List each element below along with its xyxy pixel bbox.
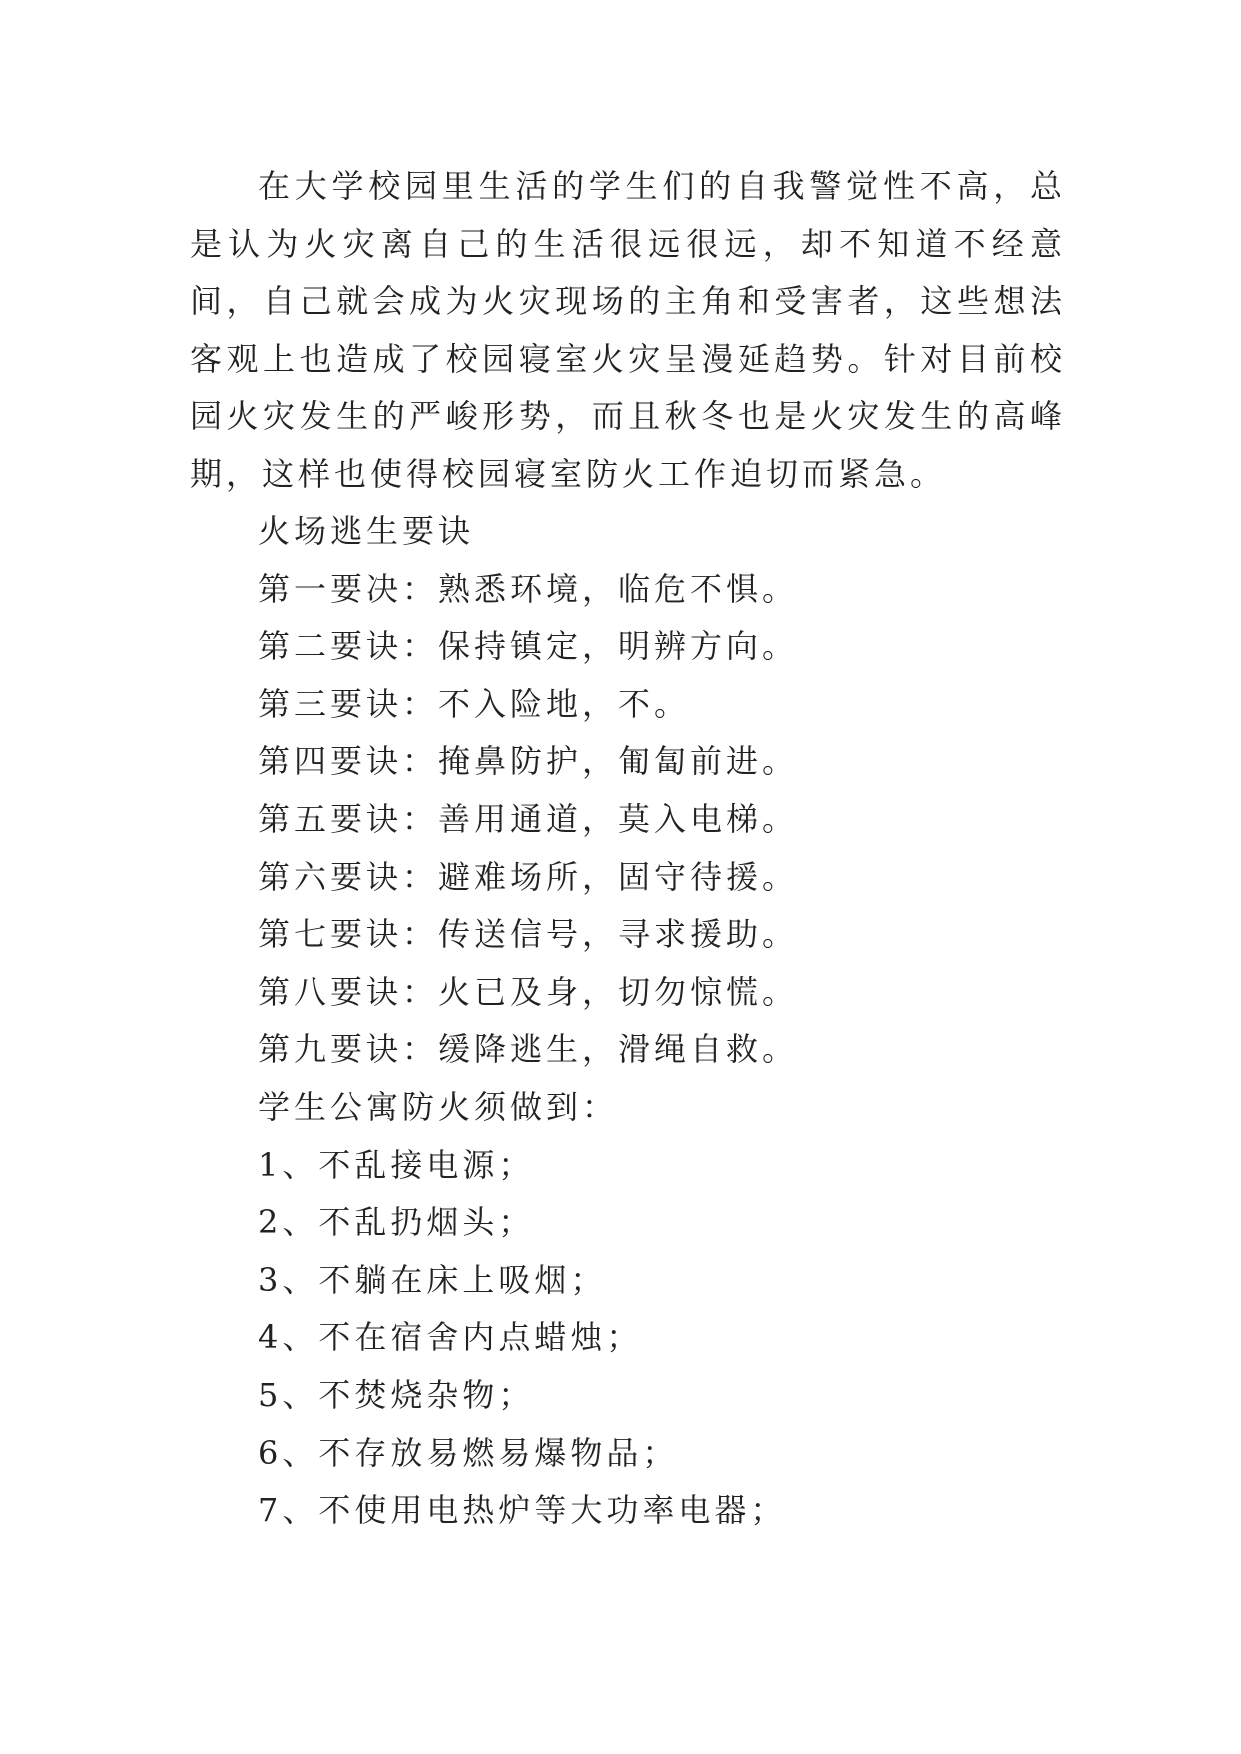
dorm-rule: 4、不在宿舍内点蜡烛； xyxy=(258,1318,643,1357)
escape-tip: 第六要诀：避难场所，固守待援。 xyxy=(258,857,799,896)
dorm-rule: 5、不焚烧杂物； xyxy=(258,1375,535,1414)
escape-tip: 第四要诀：掩鼻防护，匍匐前进。 xyxy=(258,742,799,781)
escape-heading: 火场逃生要诀 xyxy=(258,512,475,550)
escape-tip: 第五要诀：善用通道，莫入电梯。 xyxy=(258,799,799,838)
dorm-rule: 3、不躺在床上吸烟； xyxy=(258,1260,607,1299)
dorm-rule: 2、不乱扔烟头； xyxy=(258,1203,535,1242)
escape-tip: 第三要诀：不入险地，不。 xyxy=(258,684,691,723)
escape-tip: 第七要诀：传送信号，寻求援助。 xyxy=(258,915,799,954)
escape-tip: 第九要诀：缓降逃生，滑绳自救。 xyxy=(258,1030,799,1069)
dorm-rule: 6、不存放易燃易爆物品； xyxy=(258,1433,679,1472)
dorm-rule: 1、不乱接电源； xyxy=(258,1145,535,1184)
dorm-rule: 7、不使用电热炉等大功率电器； xyxy=(258,1491,787,1530)
escape-tip: 第一要决：熟悉环境，临危不惧。 xyxy=(258,569,799,608)
document-body xyxy=(190,158,1066,1540)
escape-tip: 第二要诀：保持镇定，明辨方向。 xyxy=(258,627,799,666)
dorm-heading: 学生公寓防火须做到： xyxy=(258,1087,619,1126)
intro-paragraph: 在大学校园里生活的学生们的自我警觉性不高，总是认为火灾离自己的生活很远很远，却不知道不经意间，自己就会成为火灾现场的主角和受害者，这些想法客观上也造成了校园寝室火灾呈漫延趋势。针对目前校园火灾发生的严峻形势，而且秋冬也是火灾发生的高峰期，这样也使得校园寝室防火工作迫切而紧急。 xyxy=(190,167,1066,493)
escape-tip: 第八要诀：火已及身，切勿惊慌。 xyxy=(258,972,799,1011)
